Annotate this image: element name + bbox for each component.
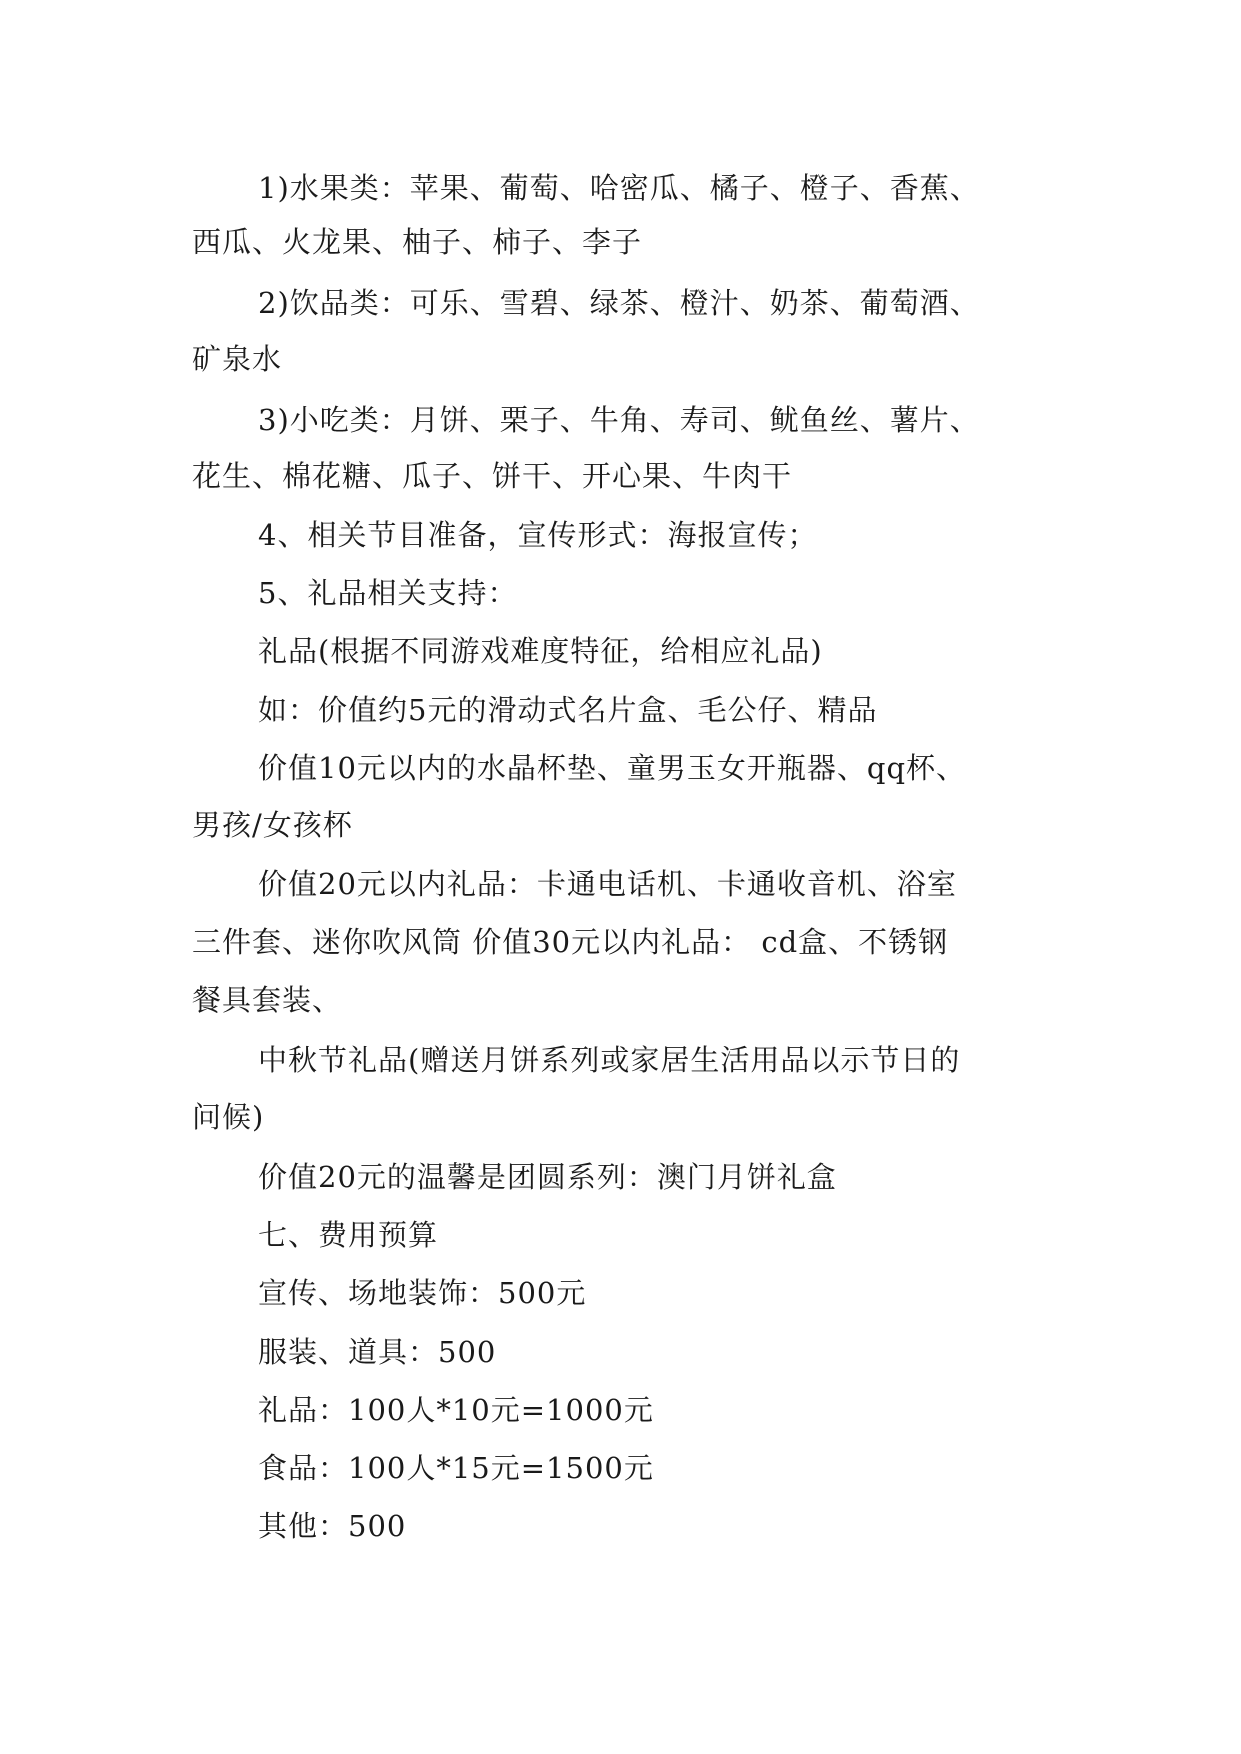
text-line: 3)小吃类：月饼、栗子、牛角、寿司、鱿鱼丝、薯片、	[258, 403, 980, 437]
text-line: 矿泉水	[192, 342, 283, 376]
text-line: 七、费用预算	[258, 1218, 439, 1252]
text-line: 餐具套装、	[192, 983, 343, 1017]
text-line: 价值20元以内礼品：卡通电话机、卡通收音机、浴室	[258, 867, 957, 901]
text-line: 宣传、场地装饰：500元	[258, 1276, 587, 1310]
text-line: 礼品：100人*10元=1000元	[258, 1393, 654, 1427]
text-line: 1)水果类：苹果、葡萄、哈密瓜、橘子、橙子、香蕉、	[258, 171, 980, 205]
text-line: 价值10元以内的水晶杯垫、童男玉女开瓶器、qq杯、	[258, 751, 967, 785]
text-line: 食品：100人*15元=1500元	[258, 1451, 654, 1485]
text-line: 其他：500	[258, 1509, 407, 1543]
text-line: 男孩/女孩杯	[192, 808, 353, 842]
text-line: 4、相关节目准备，宣传形式：海报宣传；	[258, 518, 818, 552]
text-line: 5、礼品相关支持：	[258, 576, 518, 610]
text-line: 三件套、迷你吹风筒 价值30元以内礼品： cd盒、不锈钢	[192, 925, 949, 959]
text-line: 如：价值约5元的滑动式名片盒、毛公仔、精品	[258, 693, 878, 727]
text-line: 中秋节礼品(赠送月饼系列或家居生活用品以示节日的	[258, 1043, 961, 1077]
text-line: 西瓜、火龙果、柚子、柿子、李子	[192, 225, 643, 259]
text-line: 服装、道具：500	[258, 1335, 497, 1369]
text-line: 礼品(根据不同游戏难度特征，给相应礼品)	[258, 634, 823, 668]
text-line: 2)饮品类：可乐、雪碧、绿茶、橙汁、奶茶、葡萄酒、	[258, 286, 980, 320]
text-line: 花生、棉花糖、瓜子、饼干、开心果、牛肉干	[192, 459, 793, 493]
text-line: 价值20元的温馨是团圆系列：澳门月饼礼盒	[258, 1160, 837, 1194]
text-line: 问候)	[192, 1100, 265, 1134]
